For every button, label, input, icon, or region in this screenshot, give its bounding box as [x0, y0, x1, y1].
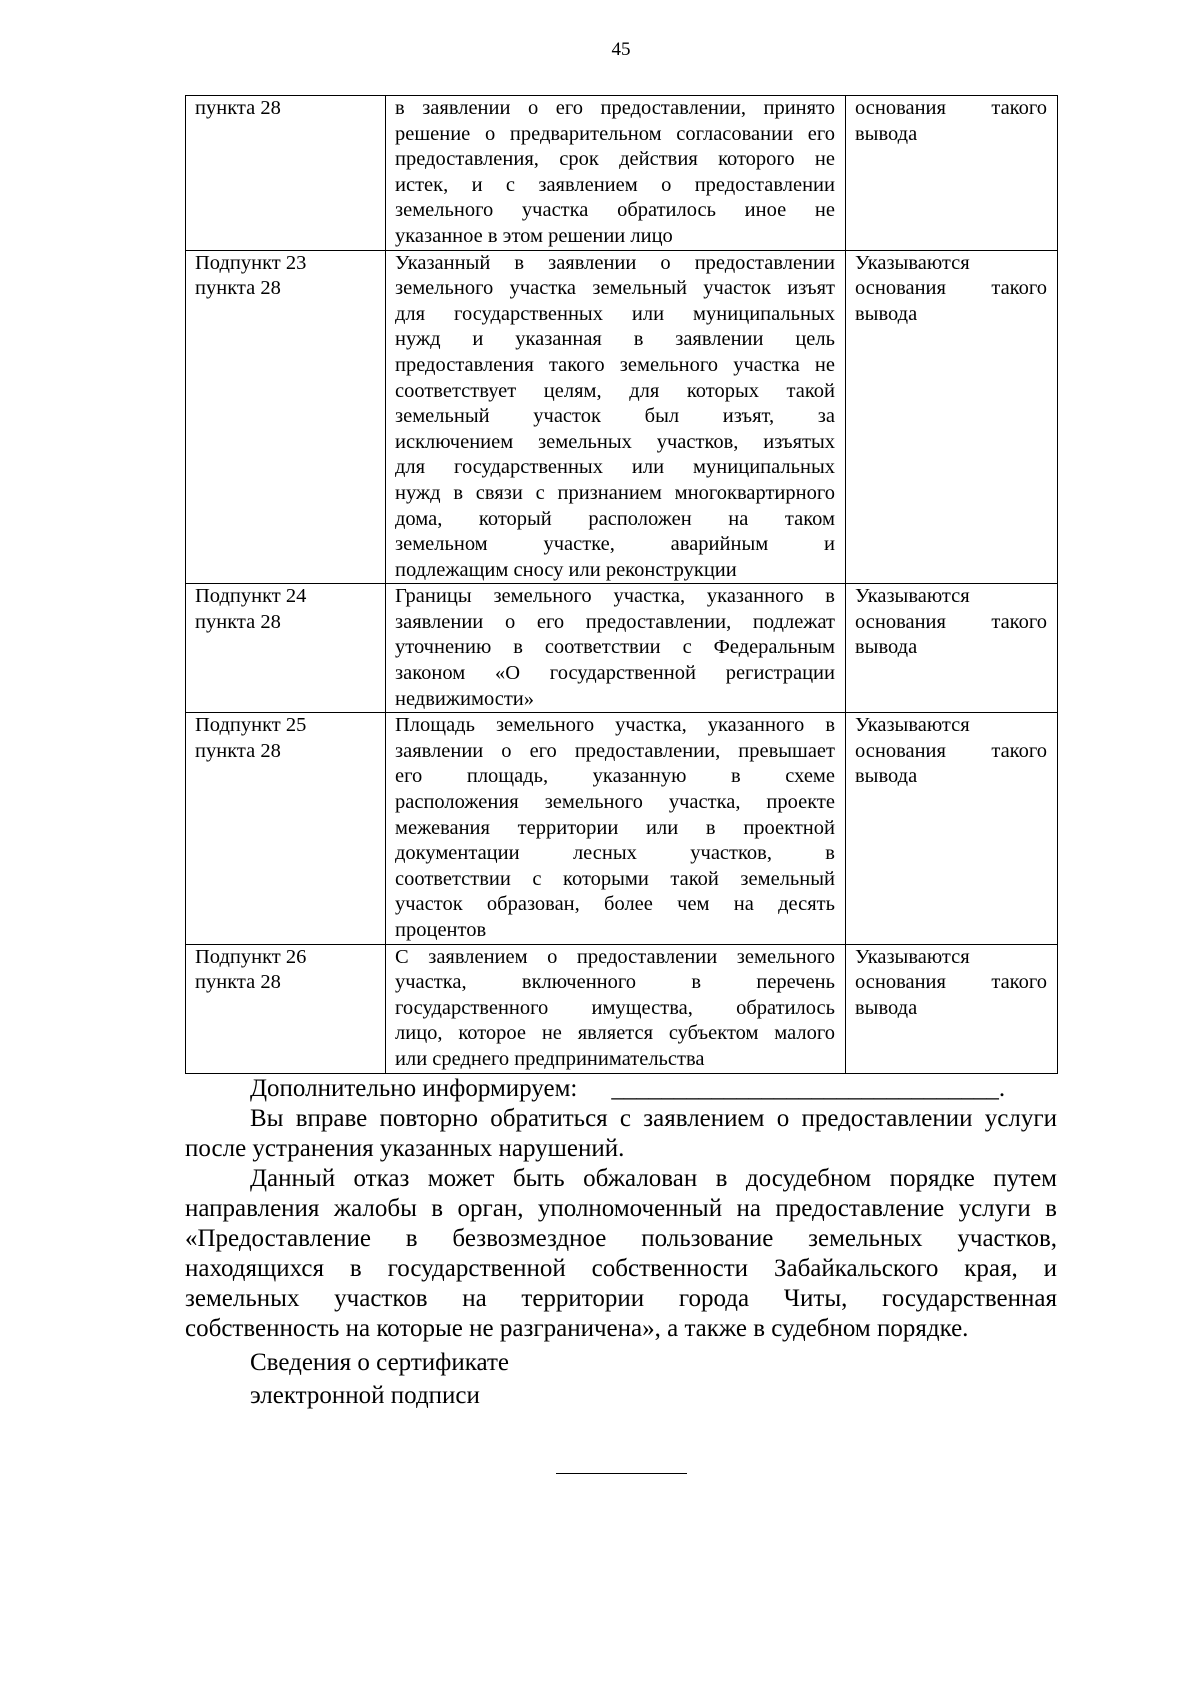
paragraph — [185, 1104, 1057, 1164]
action-line: вывода — [855, 636, 918, 659]
description-cell — [386, 96, 846, 251]
item-line: пункта 28 — [195, 739, 281, 762]
description-line: земельного участка земельный участок изъят — [395, 277, 835, 300]
document-table — [185, 95, 1058, 1074]
description-line: Указанный в заявлении о предоставлении — [395, 251, 835, 274]
page-number: 45 — [611, 39, 631, 60]
action-cell — [846, 944, 1058, 1073]
description-line: или среднего предпринимательства — [395, 1047, 705, 1070]
description-line: участок образован, более чем на десять — [395, 893, 835, 916]
table-row — [186, 584, 1058, 713]
action-line: Указываются — [855, 251, 970, 274]
description-line: документации лесных участков, в — [395, 842, 835, 865]
additional-info-label: Дополнительно информируем: — [250, 1074, 578, 1102]
description-line: исключением земельных участков, изъятых — [395, 430, 835, 453]
paragraph-line: Данный отказ может быть обжалован в досудебном порядке путем — [250, 1164, 1057, 1192]
description-cell — [386, 584, 846, 713]
paragraph-line: «Предоставление в безвозмездное пользование земельных участков, — [185, 1224, 1057, 1252]
table-row — [186, 713, 1058, 944]
description-line: государственного имущества, обратилось — [395, 996, 835, 1019]
description-cell — [386, 250, 846, 584]
description-line: заявлении о его предоставлении, превышает — [395, 739, 835, 762]
item-line: пункта 28 — [195, 971, 281, 994]
description-line: его площадь, указанную в схеме — [395, 765, 835, 788]
action-line: Указываются — [855, 714, 970, 737]
description-line: земельного участка обратилось иное не — [395, 199, 835, 222]
fill-in-blank: _______________________________ — [611, 1074, 999, 1102]
description-line: процентов — [395, 919, 487, 941]
action-line: Указываются — [855, 945, 970, 968]
description-cell — [386, 713, 846, 944]
description-line: для государственных или муниципальных — [395, 302, 835, 325]
description-line: для государственных или муниципальных — [395, 456, 835, 479]
action-cell — [846, 713, 1058, 944]
description-line: земельном участке, аварийным и — [395, 533, 835, 556]
document-content — [185, 95, 1057, 1474]
table-row — [186, 250, 1058, 584]
footer-rule — [556, 1473, 687, 1474]
item-cell — [186, 713, 386, 944]
description-line: Площадь земельного участка, указанного в — [395, 714, 835, 737]
description-line: указанное в этом решении лицо — [395, 224, 673, 247]
paragraph-line: после устранения указанных нарушений. — [185, 1134, 625, 1162]
signature-caption: Сведения о сертификате — [250, 1348, 509, 1376]
action-cell — [846, 96, 1058, 251]
item-cell — [186, 944, 386, 1073]
description-line: нужд в связи с признанием многоквартирного — [395, 481, 835, 504]
action-line: основания такого — [855, 97, 1047, 119]
signature-caption: электронной подписи — [250, 1381, 480, 1409]
action-cell — [846, 250, 1058, 584]
description-line: соответствует целям, для которых такой — [395, 379, 835, 402]
action-line: основания такого — [855, 610, 1047, 633]
description-line: Границы земельного участка, указанного в — [395, 585, 835, 608]
action-line: основания такого — [855, 739, 1047, 762]
description-line: в заявлении о его предоставлении, принято — [395, 97, 835, 119]
description-line: межевания территории или в проектной — [395, 816, 835, 839]
paragraph-line: земельных участков на территории города Читы, государственная — [185, 1284, 1057, 1312]
description-cell — [386, 944, 846, 1073]
paragraph-line: собственность на которые не разграничена», а также в судебном порядке. — [185, 1314, 969, 1342]
description-line: участка, включенного в перечень — [395, 971, 835, 994]
paragraph — [185, 1164, 1057, 1344]
action-line: основания такого — [855, 277, 1047, 300]
description-line: лицо, которое не является субъектом малого — [395, 1022, 835, 1045]
description-line: подлежащим сносу или реконструкции — [395, 558, 737, 581]
description-line: расположения земельного участка, проекте — [395, 791, 835, 814]
action-cell — [846, 584, 1058, 713]
table-row — [186, 96, 1058, 251]
paragraph-line: направления жалобы в орган, уполномоченный на предоставление услуги в — [185, 1194, 1057, 1222]
item-line: Подпункт 24 — [195, 585, 307, 608]
table-row — [186, 944, 1058, 1073]
description-line: недвижимости» — [395, 687, 535, 710]
item-line: Подпункт 26 — [195, 945, 307, 968]
description-line: С заявлением о предоставлении земельного — [395, 945, 835, 968]
item-cell — [186, 96, 386, 251]
item-cell — [186, 584, 386, 713]
action-line: Указываются — [855, 585, 970, 608]
description-line: предоставления, срок действия которого не — [395, 148, 835, 171]
sentence-end: . — [998, 1074, 1006, 1102]
description-line: уточнению в соответствии с Федеральным — [395, 636, 835, 659]
item-line: Подпункт 25 — [195, 714, 307, 737]
description-line: соответствии с которыми такой земельный — [395, 867, 835, 890]
paragraph-line: Вы вправе повторно обратиться с заявлением о предоставлении услуги — [250, 1104, 1057, 1132]
item-line: Подпункт 23 — [195, 251, 307, 274]
description-line: истек, и с заявлением о предоставлении — [395, 173, 835, 196]
description-line: решение о предварительном согласовании его — [395, 122, 835, 145]
description-line: законом «О государственной регистрации — [395, 662, 835, 685]
description-line: дома, который расположен на таком — [395, 507, 835, 530]
action-line: вывода — [855, 765, 918, 788]
description-line: предоставления такого земельного участка не — [395, 353, 835, 376]
item-line: пункта 28 — [195, 610, 281, 633]
additional-info-line — [185, 1074, 1057, 1104]
item-line: пункта 28 — [195, 97, 281, 119]
paragraph-line: находящихся в государственной собственности Забайкальского края, и — [185, 1254, 1057, 1282]
action-line: вывода — [855, 996, 918, 1019]
action-line: вывода — [855, 122, 918, 145]
description-line: нужд и указанная в заявлении цель — [395, 328, 835, 351]
description-line: заявлении о его предоставлении, подлежат — [395, 610, 835, 633]
description-line: земельный участок был изъят, за — [395, 405, 835, 428]
item-line: пункта 28 — [195, 277, 281, 300]
action-line: основания такого — [855, 971, 1047, 994]
action-line: вывода — [855, 302, 918, 325]
item-cell — [186, 250, 386, 584]
